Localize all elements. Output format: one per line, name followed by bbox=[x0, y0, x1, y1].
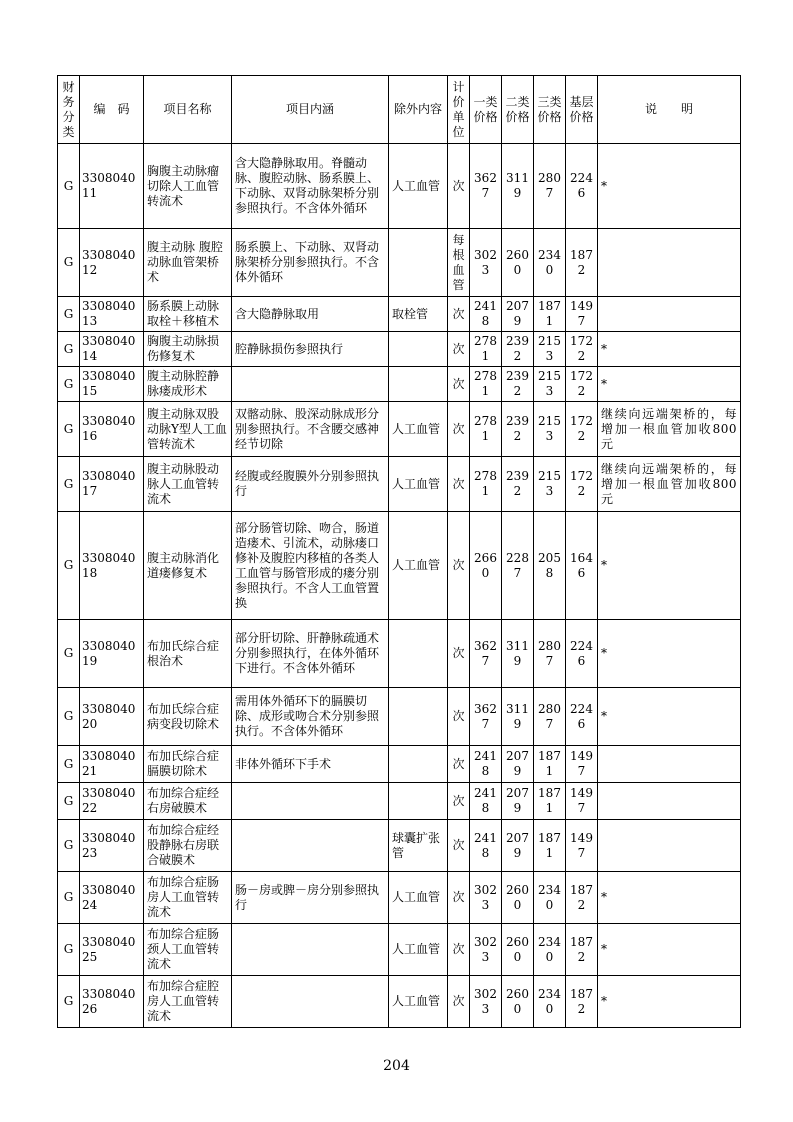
name-cell: 布加综合症经右房破膜术 bbox=[144, 783, 232, 820]
note-cell: * bbox=[598, 332, 741, 367]
price-class3-cell: 1871 bbox=[534, 746, 566, 783]
except-cell: 人工血管 bbox=[389, 924, 448, 976]
header-except: 除外内容 bbox=[389, 76, 448, 144]
note-cell bbox=[598, 229, 741, 297]
price-class2-cell: 2079 bbox=[502, 746, 534, 783]
content-cell bbox=[232, 783, 389, 820]
unit-cell: 次 bbox=[448, 144, 470, 229]
price-class2-cell: 2079 bbox=[502, 297, 534, 332]
except-cell: 人工血管 bbox=[389, 144, 448, 229]
name-cell: 胸腹主动脉损伤修复术 bbox=[144, 332, 232, 367]
content-cell: 需用体外循环下的膈膜切除、成形或吻合术分别参照执行。不含体外循环 bbox=[232, 688, 389, 746]
content-cell: 经腹或经腹膜外分别参照执行 bbox=[232, 457, 389, 512]
content-cell bbox=[232, 924, 389, 976]
price-basic-cell: 1646 bbox=[566, 512, 598, 620]
code-cell: 330804025 bbox=[80, 924, 144, 976]
price-class1-cell: 2781 bbox=[470, 367, 502, 402]
table-row bbox=[58, 457, 741, 512]
price-class2-cell: 2600 bbox=[502, 229, 534, 297]
table-row bbox=[58, 976, 741, 1028]
table-row bbox=[58, 144, 741, 229]
price-class1-cell: 3023 bbox=[470, 924, 502, 976]
price-class2-cell: 2392 bbox=[502, 457, 534, 512]
except-cell bbox=[389, 746, 448, 783]
content-cell: 肠系膜上、下动脉、双肾动脉架桥分别参照执行。不含体外循环 bbox=[232, 229, 389, 297]
header-price-basic: 基层价格 bbox=[566, 76, 598, 144]
content-cell: 含大隐静脉取用 bbox=[232, 297, 389, 332]
except-cell bbox=[389, 688, 448, 746]
header-price-class3: 三类价格 bbox=[534, 76, 566, 144]
name-cell: 布加氏综合症根治术 bbox=[144, 620, 232, 688]
note-cell: * bbox=[598, 512, 741, 620]
except-cell bbox=[389, 229, 448, 297]
price-class1-cell: 3627 bbox=[470, 620, 502, 688]
price-class1-cell: 2418 bbox=[470, 297, 502, 332]
price-class3-cell: 1871 bbox=[534, 820, 566, 872]
except-cell: 取栓管 bbox=[389, 297, 448, 332]
header-row bbox=[58, 76, 741, 144]
note-cell: 继续向远端架桥的，每增加一根血管加收800元 bbox=[598, 402, 741, 457]
price-class3-cell: 2153 bbox=[534, 457, 566, 512]
header-code: 编 码 bbox=[80, 76, 144, 144]
content-cell: 部分肠管切除、吻合，肠道造瘘术、引流术，动脉瘘口修补及腹腔内移植的各类人工血管与肠管形成的瘘分别参照执行。不含人工血管置换 bbox=[232, 512, 389, 620]
code-cell: 330804014 bbox=[80, 332, 144, 367]
price-class1-cell: 2418 bbox=[470, 820, 502, 872]
price-class3-cell: 2340 bbox=[534, 229, 566, 297]
name-cell: 肠系膜上动脉取栓＋移植术 bbox=[144, 297, 232, 332]
price-class3-cell: 1871 bbox=[534, 783, 566, 820]
name-cell: 布加综合症腔房人工血管转流术 bbox=[144, 976, 232, 1028]
note-cell: * bbox=[598, 620, 741, 688]
price-class3-cell: 2340 bbox=[534, 872, 566, 924]
price-table bbox=[57, 75, 741, 1028]
price-class1-cell: 3023 bbox=[470, 976, 502, 1028]
price-basic-cell: 1872 bbox=[566, 872, 598, 924]
unit-cell: 次 bbox=[448, 402, 470, 457]
unit-cell: 次 bbox=[448, 620, 470, 688]
header-price-class1: 一类价格 bbox=[470, 76, 502, 144]
price-basic-cell: 1872 bbox=[566, 229, 598, 297]
note-cell: * bbox=[598, 924, 741, 976]
except-cell bbox=[389, 783, 448, 820]
note-cell bbox=[598, 783, 741, 820]
name-cell: 腹主动脉股动脉人工血管转流术 bbox=[144, 457, 232, 512]
category-cell: G bbox=[58, 976, 80, 1028]
price-basic-cell: 1722 bbox=[566, 367, 598, 402]
unit-cell: 次 bbox=[448, 976, 470, 1028]
note-cell: * bbox=[598, 144, 741, 229]
table-row bbox=[58, 820, 741, 872]
code-cell: 330804023 bbox=[80, 820, 144, 872]
except-cell: 人工血管 bbox=[389, 512, 448, 620]
price-basic-cell: 2246 bbox=[566, 144, 598, 229]
table-row bbox=[58, 332, 741, 367]
price-class1-cell: 3627 bbox=[470, 144, 502, 229]
note-cell bbox=[598, 820, 741, 872]
unit-cell: 次 bbox=[448, 820, 470, 872]
table-row bbox=[58, 783, 741, 820]
price-class3-cell: 2153 bbox=[534, 367, 566, 402]
category-cell: G bbox=[58, 297, 80, 332]
category-cell: G bbox=[58, 512, 80, 620]
table-row bbox=[58, 297, 741, 332]
table-row bbox=[58, 512, 741, 620]
category-cell: G bbox=[58, 367, 80, 402]
name-cell: 布加氏综合症膈膜切除术 bbox=[144, 746, 232, 783]
unit-cell: 次 bbox=[448, 746, 470, 783]
price-class1-cell: 2781 bbox=[470, 457, 502, 512]
name-cell: 布加氏综合症病变段切除术 bbox=[144, 688, 232, 746]
price-class1-cell: 2418 bbox=[470, 783, 502, 820]
except-cell: 球囊扩张管 bbox=[389, 820, 448, 872]
price-class2-cell: 2600 bbox=[502, 872, 534, 924]
category-cell: G bbox=[58, 332, 80, 367]
header-name: 项目名称 bbox=[144, 76, 232, 144]
unit-cell: 次 bbox=[448, 783, 470, 820]
page-number: 204 bbox=[383, 1058, 410, 1074]
price-class2-cell: 2287 bbox=[502, 512, 534, 620]
price-class3-cell: 2807 bbox=[534, 620, 566, 688]
category-cell: G bbox=[58, 872, 80, 924]
table-row bbox=[58, 746, 741, 783]
table-row bbox=[58, 688, 741, 746]
note-cell bbox=[598, 746, 741, 783]
unit-cell: 次 bbox=[448, 924, 470, 976]
code-cell: 330804011 bbox=[80, 144, 144, 229]
table-row bbox=[58, 367, 741, 402]
table-row bbox=[58, 872, 741, 924]
price-class1-cell: 2781 bbox=[470, 332, 502, 367]
price-class3-cell: 2340 bbox=[534, 924, 566, 976]
name-cell: 布加综合症肠颈人工血管转流术 bbox=[144, 924, 232, 976]
except-cell bbox=[389, 332, 448, 367]
except-cell bbox=[389, 367, 448, 402]
except-cell: 人工血管 bbox=[389, 402, 448, 457]
price-class2-cell: 3119 bbox=[502, 620, 534, 688]
table-row bbox=[58, 620, 741, 688]
content-cell: 含大隐静脉取用。脊髓动脉、腹腔动脉、肠系膜上、下动脉、双肾动脉架桥分别参照执行。不含体外循环 bbox=[232, 144, 389, 229]
category-cell: G bbox=[58, 688, 80, 746]
header-content: 项目内涵 bbox=[232, 76, 389, 144]
content-cell: 肠－房或脾－房分别参照执行 bbox=[232, 872, 389, 924]
category-cell: G bbox=[58, 820, 80, 872]
table-row bbox=[58, 229, 741, 297]
header-price-class2: 二类价格 bbox=[502, 76, 534, 144]
category-cell: G bbox=[58, 229, 80, 297]
except-cell: 人工血管 bbox=[389, 457, 448, 512]
content-cell: 双髂动脉、股深动脉成形分别参照执行。不含腰交感神经节切除 bbox=[232, 402, 389, 457]
header-category: 财务分类 bbox=[58, 76, 80, 144]
price-class2-cell: 2079 bbox=[502, 783, 534, 820]
unit-cell: 次 bbox=[448, 688, 470, 746]
unit-cell: 次 bbox=[448, 367, 470, 402]
header-note: 说 明 bbox=[598, 76, 741, 144]
price-class2-cell: 2600 bbox=[502, 976, 534, 1028]
content-cell: 部分肝切除、肝静脉疏通术分别参照执行，在体外循环下进行。不含体外循环 bbox=[232, 620, 389, 688]
except-cell: 人工血管 bbox=[389, 872, 448, 924]
category-cell: G bbox=[58, 783, 80, 820]
note-cell: * bbox=[598, 976, 741, 1028]
code-cell: 330804021 bbox=[80, 746, 144, 783]
unit-cell: 次 bbox=[448, 512, 470, 620]
note-cell bbox=[598, 297, 741, 332]
code-cell: 330804017 bbox=[80, 457, 144, 512]
price-class2-cell: 2392 bbox=[502, 367, 534, 402]
except-cell: 人工血管 bbox=[389, 976, 448, 1028]
unit-cell: 每根血管 bbox=[448, 229, 470, 297]
name-cell: 布加综合症肠房人工血管转流术 bbox=[144, 872, 232, 924]
note-cell: * bbox=[598, 367, 741, 402]
price-basic-cell: 2246 bbox=[566, 688, 598, 746]
price-class1-cell: 2781 bbox=[470, 402, 502, 457]
table-row bbox=[58, 924, 741, 976]
category-cell: G bbox=[58, 924, 80, 976]
content-cell bbox=[232, 820, 389, 872]
code-cell: 330804018 bbox=[80, 512, 144, 620]
category-cell: G bbox=[58, 144, 80, 229]
category-cell: G bbox=[58, 457, 80, 512]
price-class2-cell: 2392 bbox=[502, 402, 534, 457]
category-cell: G bbox=[58, 620, 80, 688]
content-cell: 非体外循环下手术 bbox=[232, 746, 389, 783]
code-cell: 330804022 bbox=[80, 783, 144, 820]
price-class3-cell: 2153 bbox=[534, 332, 566, 367]
name-cell: 胸腹主动脉瘤切除人工血管转流术 bbox=[144, 144, 232, 229]
code-cell: 330804012 bbox=[80, 229, 144, 297]
price-class3-cell: 2058 bbox=[534, 512, 566, 620]
note-cell: * bbox=[598, 688, 741, 746]
name-cell: 腹主动脉消化道瘘修复术 bbox=[144, 512, 232, 620]
price-class2-cell: 2600 bbox=[502, 924, 534, 976]
code-cell: 330804026 bbox=[80, 976, 144, 1028]
content-cell bbox=[232, 976, 389, 1028]
category-cell: G bbox=[58, 402, 80, 457]
price-class1-cell: 2418 bbox=[470, 746, 502, 783]
content-cell bbox=[232, 367, 389, 402]
name-cell: 腹主动脉 腹腔动脉血管架桥术 bbox=[144, 229, 232, 297]
code-cell: 330804020 bbox=[80, 688, 144, 746]
category-cell: G bbox=[58, 746, 80, 783]
price-class1-cell: 3627 bbox=[470, 688, 502, 746]
content-cell: 腔静脉损伤参照执行 bbox=[232, 332, 389, 367]
unit-cell: 次 bbox=[448, 332, 470, 367]
note-cell: 继续向远端架桥的，每增加一根血管加收800元 bbox=[598, 457, 741, 512]
price-basic-cell: 1872 bbox=[566, 924, 598, 976]
code-cell: 330804024 bbox=[80, 872, 144, 924]
note-cell: * bbox=[598, 872, 741, 924]
except-cell bbox=[389, 620, 448, 688]
unit-cell: 次 bbox=[448, 872, 470, 924]
price-basic-cell: 1722 bbox=[566, 332, 598, 367]
code-cell: 330804015 bbox=[80, 367, 144, 402]
price-class3-cell: 2153 bbox=[534, 402, 566, 457]
price-basic-cell: 1497 bbox=[566, 746, 598, 783]
unit-cell: 次 bbox=[448, 297, 470, 332]
price-class2-cell: 3119 bbox=[502, 144, 534, 229]
code-cell: 330804013 bbox=[80, 297, 144, 332]
price-class1-cell: 2660 bbox=[470, 512, 502, 620]
price-class2-cell: 2079 bbox=[502, 820, 534, 872]
name-cell: 腹主动脉双股动脉Y型人工血管转流术 bbox=[144, 402, 232, 457]
table-row bbox=[58, 402, 741, 457]
price-class3-cell: 2807 bbox=[534, 144, 566, 229]
name-cell: 布加综合症经股静脉右房联合破膜术 bbox=[144, 820, 232, 872]
price-class2-cell: 2392 bbox=[502, 332, 534, 367]
unit-cell: 次 bbox=[448, 457, 470, 512]
header-unit: 计价单位 bbox=[448, 76, 470, 144]
code-cell: 330804016 bbox=[80, 402, 144, 457]
price-basic-cell: 1872 bbox=[566, 976, 598, 1028]
price-class3-cell: 1871 bbox=[534, 297, 566, 332]
price-class2-cell: 3119 bbox=[502, 688, 534, 746]
price-class3-cell: 2807 bbox=[534, 688, 566, 746]
price-basic-cell: 1497 bbox=[566, 820, 598, 872]
price-class1-cell: 3023 bbox=[470, 872, 502, 924]
price-basic-cell: 1497 bbox=[566, 297, 598, 332]
price-basic-cell: 1722 bbox=[566, 402, 598, 457]
price-basic-cell: 1722 bbox=[566, 457, 598, 512]
price-basic-cell: 1497 bbox=[566, 783, 598, 820]
price-class1-cell: 3023 bbox=[470, 229, 502, 297]
price-basic-cell: 2246 bbox=[566, 620, 598, 688]
code-cell: 330804019 bbox=[80, 620, 144, 688]
price-class3-cell: 2340 bbox=[534, 976, 566, 1028]
name-cell: 腹主动脉腔静脉瘘成形术 bbox=[144, 367, 232, 402]
